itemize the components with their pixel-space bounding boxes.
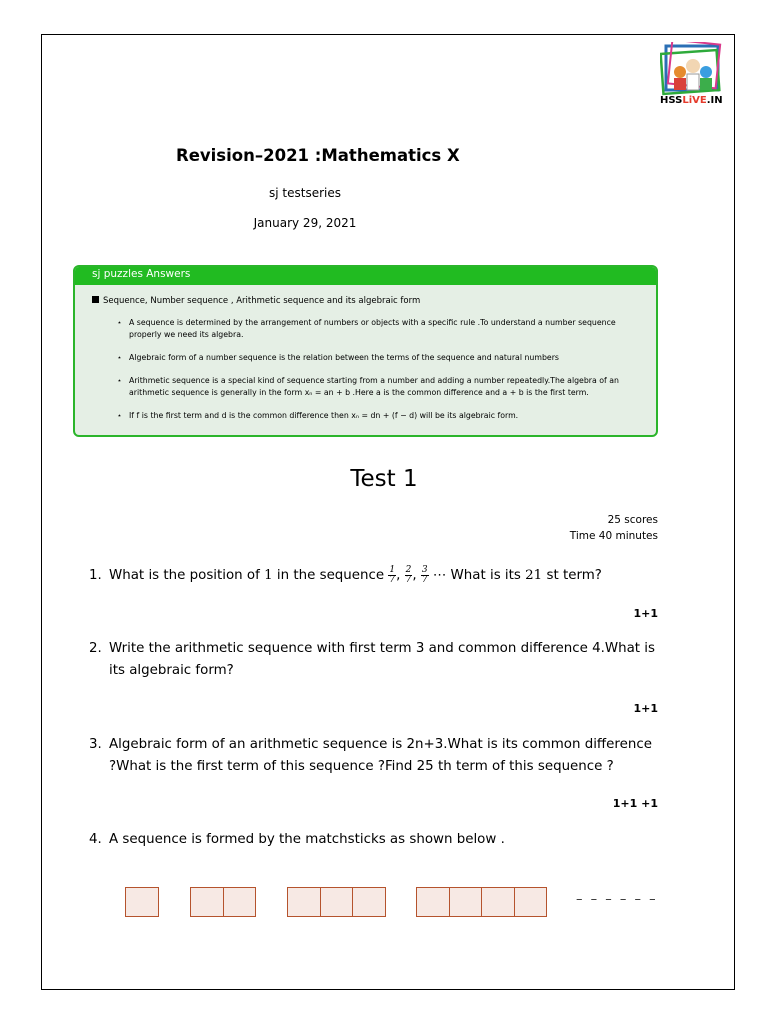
fraction: $\frac{2}{7}$	[405, 564, 412, 585]
question-text: Write the arithmetic sequence with first term 3 and common difference 4.What is its algebraic form?	[109, 641, 656, 678]
bullet-item: ⋆ Arithmetic sequence is a special kind of sequence starting from a number and adding a number repeatedly.The algebra of an arithmetic sequence is generally in the form xₙ = an + b .Here a is the common difference and a + b is the first term.	[117, 376, 619, 397]
test-time: Time 40 minutes	[569, 530, 658, 542]
question-number: 2.	[89, 641, 102, 656]
matchstick-square	[416, 887, 450, 917]
question-text: ⋯ What is its	[432, 568, 521, 583]
test-title: Test 1	[350, 466, 418, 492]
document-author: sj testseries	[269, 186, 341, 200]
answers-box-item: Sequence, Number sequence , Arithmetic sequence and its algebraic form	[92, 296, 420, 306]
answers-bullet-list	[117, 317, 647, 433]
matchstick-square	[223, 887, 257, 917]
fraction: $\frac{1}{7}$	[389, 564, 396, 585]
question-3	[89, 734, 661, 778]
bullet-item: ⋆ If f is the first term and d is the common difference then xₙ = dn + (f − d) will be its algebraic form.	[117, 411, 519, 420]
document-title: Revision–2021 :Mathematics X	[176, 146, 460, 165]
bullet-item: ⋆ A sequence is determined by the arrangement of numbers or objects with a specific rule .To understand a number sequence properly we need its algebra.	[117, 318, 616, 339]
matchstick-square	[514, 887, 548, 917]
question-text: Algebraic form of an arithmetic sequence is 2n+3.What is its common difference ?What is the first term of this sequence ?Find 25 th term of this sequence ?	[109, 737, 652, 774]
fraction: $\frac{3}{7}$	[421, 564, 428, 585]
answers-box-heading: sj puzzles Answers	[75, 267, 656, 285]
question-2	[89, 638, 661, 682]
question-1-marks: 1+1	[633, 607, 658, 620]
star-bullet-icon: ⋆	[117, 376, 122, 385]
question-number: 4.	[89, 832, 102, 847]
question-1: 1. What is the position of 1 in the sequence $\frac{1}{7}$ , $\frac{2}{7}$ , $\frac{3}{7}$ ⋯ What is its 21 st term?	[89, 565, 661, 587]
question-number: 3.	[89, 737, 102, 752]
question-text: in the sequence	[276, 568, 385, 583]
question-text: What is the position of	[109, 568, 260, 583]
matchstick-square	[352, 887, 386, 917]
math-value: 21	[525, 568, 543, 583]
matchstick-square	[320, 887, 354, 917]
continuation-dashes: – – – – – –	[576, 892, 658, 907]
star-bullet-icon: ⋆	[117, 353, 122, 362]
matchstick-square	[449, 887, 483, 917]
matchstick-square	[190, 887, 224, 917]
star-bullet-icon: ⋆	[117, 318, 122, 327]
question-3-marks: 1+1 +1	[612, 797, 658, 810]
question-4	[89, 829, 661, 851]
bullet-item: ⋆ Algebraic form of a number sequence is the relation between the terms of the sequence and natural numbers	[117, 353, 559, 362]
question-text: A sequence is formed by the matchsticks as shown below .	[109, 832, 505, 847]
document-date: January 29, 2021	[253, 216, 357, 230]
matchstick-square	[481, 887, 515, 917]
star-bullet-icon: ⋆	[117, 411, 122, 420]
matchstick-square	[287, 887, 321, 917]
answers-box	[73, 265, 658, 437]
question-2-marks: 1+1	[633, 702, 658, 715]
square-bullet-icon	[92, 296, 99, 303]
test-scores: 25 scores	[607, 514, 658, 526]
matchstick-figure	[0, 880, 768, 920]
matchstick-square	[125, 887, 159, 917]
logo-text: HSSLiVE.IN	[660, 95, 723, 106]
math-value: 1	[264, 568, 273, 583]
question-number: 1.	[89, 568, 102, 583]
question-text: st term?	[546, 568, 602, 583]
